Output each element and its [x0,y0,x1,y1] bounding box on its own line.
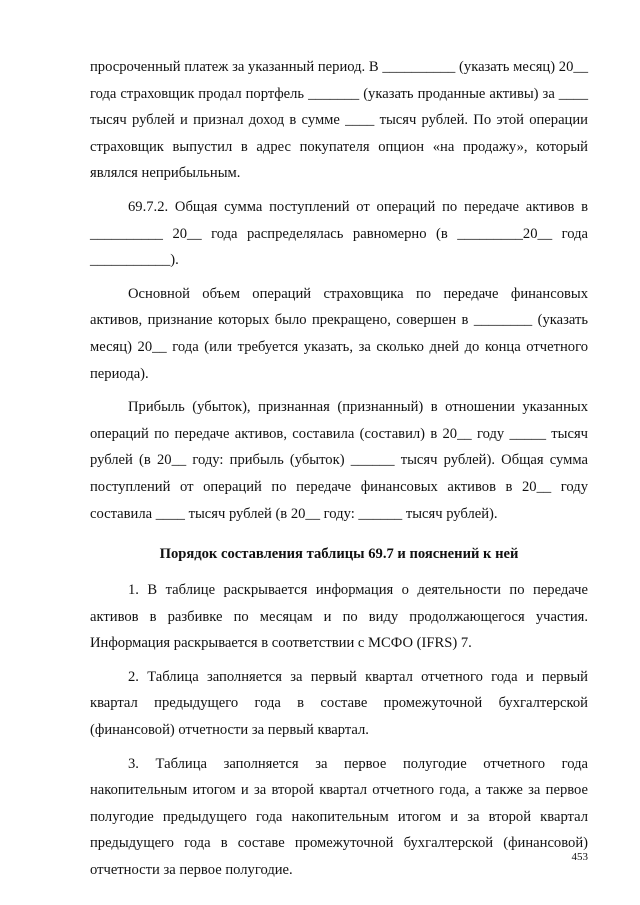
section-heading: Порядок составления таблицы 69.7 и пояснений к ней [159,546,519,563]
paragraph-profit-loss: Прибыль (убыток), признанная (признанный) в отношении указанных операций по передаче активов, составила (составил) в 20__ году _____ тысяч рублей (в 20__ году: прибыль (убыток) ______ тысяч рублей). Общая сумма поступлений от операций по передаче финансовых активов в 20__ году составила ____ тысяч рублей (в 20__ году: ______ тысяч рублей). [90,399,588,522]
paragraph-69-7-2: 69.7.2. Общая сумма поступлений от операций по передаче активов в __________ 20__ года распределялась равномерно (в _________20__ года ___________). [90,198,588,269]
instruction-item-3: 3. Таблица заполняется за первое полугодие отчетного года накопительным итогом и за второй квартал отчетного года, а также за первое полугодие предыдущего года накопительным итогом и за второй квартал предыдущего года в составе промежуточной бухгалтерской (финансовой) отчетности за первое полугодие. [90,755,588,879]
paragraph-main-volume: Основной объем операций страховщика по передаче финансовых активов, признание которых было прекращено, совершен в ________ (указать месяц) 20__ года (или требуется указать, за сколько дней до конца отчетного периода). [90,285,588,382]
instruction-item-2: 2. Таблица заполняется за первый квартал отчетного года и первый квартал предыдущего года в составе промежуточной бухгалтерской (финансовой) отчетности за первый квартал. [90,668,588,739]
page-number: 453 [571,851,588,863]
instruction-item-1: 1. В таблице раскрывается информация о деятельности по передаче активов в разбивке по месяцам и по виду продолжающегося участия. Информация раскрывается в соответствии с МСФО (IFRS) 7. [90,582,588,652]
paragraph-continuation: просроченный платеж за указанный период. В __________ (указать месяц) 20__ года страховщик продал портфель _______ (указать проданные активы) за ____ тысяч рублей и признал доход в сумме ____ тысяч рублей. По этой операции страховщик выпустил в адрес покупателя опцион «на продажу», который являлся неприбыльным. [90,59,588,182]
document-page [90,54,588,891]
